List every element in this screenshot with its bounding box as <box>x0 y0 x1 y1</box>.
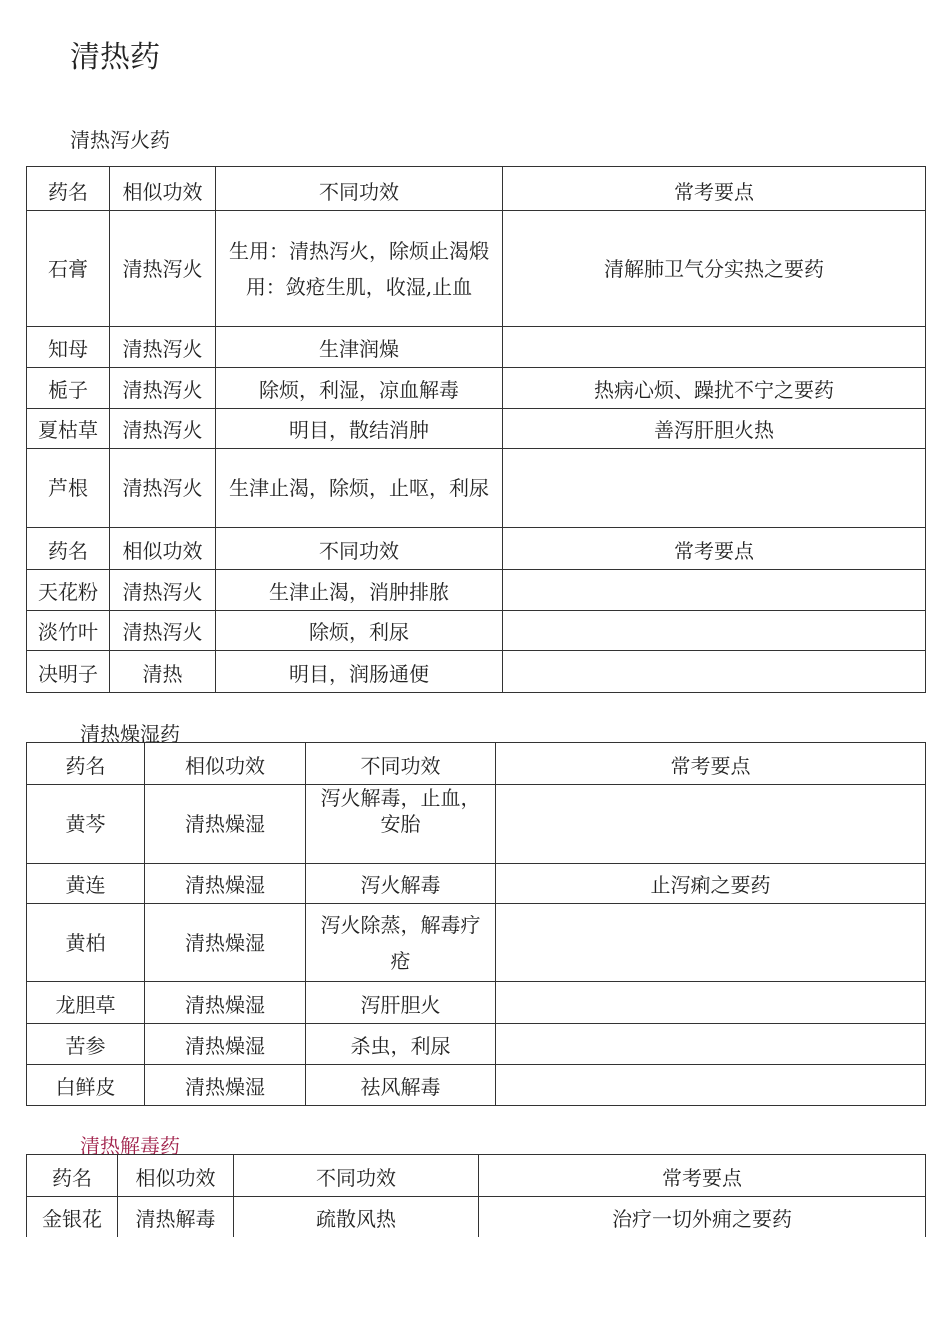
different-effect: 明目，润肠通便 <box>216 651 503 693</box>
herb-name: 决明子 <box>27 651 110 693</box>
herb-name: 黄柏 <box>27 904 145 982</box>
table-qingre-jiedu <box>26 1154 926 1237</box>
header-cell: 常考要点 <box>503 528 926 570</box>
different-effect: 生津润燥 <box>216 327 503 368</box>
table-row <box>27 327 926 368</box>
similar-effect: 清热燥湿 <box>145 864 306 904</box>
table-row <box>27 368 926 409</box>
key-point <box>503 449 926 528</box>
table-row <box>27 570 926 611</box>
table-qingre-zaoshi <box>26 742 926 1106</box>
different-effect: 疏散风热 <box>234 1197 479 1237</box>
table-header-row <box>27 167 926 211</box>
table-row <box>27 449 926 528</box>
table-row <box>27 1024 926 1065</box>
key-point <box>496 982 926 1024</box>
table-header-row <box>27 1155 926 1197</box>
different-effect: 除烦，利湿，凉血解毒 <box>216 368 503 409</box>
key-point: 热病心烦、躁扰不宁之要药 <box>503 368 926 409</box>
similar-effect: 清热燥湿 <box>145 1024 306 1065</box>
different-effect: 泻火解毒 <box>306 864 496 904</box>
header-cell: 药名 <box>27 528 110 570</box>
header-cell: 药名 <box>27 743 145 785</box>
table-row <box>27 1065 926 1106</box>
key-point <box>503 570 926 611</box>
similar-effect: 清热泻火 <box>110 368 216 409</box>
table-qingre-xiehuo <box>26 166 926 693</box>
key-point: 善泻肝胆火热 <box>503 409 926 449</box>
header-cell: 相似功效 <box>110 167 216 211</box>
key-point <box>496 785 926 864</box>
table-row <box>27 651 926 693</box>
key-point <box>496 1024 926 1065</box>
header-cell: 常考要点 <box>479 1155 926 1197</box>
key-point <box>496 904 926 982</box>
header-cell: 不同功效 <box>306 743 496 785</box>
header-cell: 常考要点 <box>503 167 926 211</box>
similar-effect: 清热燥湿 <box>145 904 306 982</box>
table-row <box>27 982 926 1024</box>
different-effect: 泻火除蒸，解毒疗疮 <box>306 904 496 982</box>
table-header-row <box>27 528 926 570</box>
herb-name: 栀子 <box>27 368 110 409</box>
header-cell: 不同功效 <box>216 167 503 211</box>
table-row <box>27 864 926 904</box>
header-cell: 不同功效 <box>234 1155 479 1197</box>
section-title-qingre-jiedu: 清热解毒药 <box>80 1134 180 1158</box>
herb-name: 苦参 <box>27 1024 145 1065</box>
header-cell: 药名 <box>27 1155 118 1197</box>
herb-name: 黄连 <box>27 864 145 904</box>
table-header-row <box>27 743 926 785</box>
different-effect: 生津止渴，除烦，止呕，利尿 <box>216 449 503 528</box>
similar-effect: 清热解毒 <box>118 1197 234 1237</box>
different-effect: 生用：清热泻火，除烦止渴煅用：敛疮生肌，收湿,止血 <box>216 211 503 327</box>
table-row <box>27 211 926 327</box>
similar-effect: 清热燥湿 <box>145 982 306 1024</box>
similar-effect: 清热泻火 <box>110 211 216 327</box>
herb-name: 石膏 <box>27 211 110 327</box>
herb-name: 黄芩 <box>27 785 145 864</box>
key-point <box>496 1065 926 1106</box>
key-point <box>503 651 926 693</box>
key-point <box>503 327 926 368</box>
similar-effect: 清热泻火 <box>110 570 216 611</box>
herb-name: 知母 <box>27 327 110 368</box>
table-row <box>27 409 926 449</box>
header-cell: 相似功效 <box>110 528 216 570</box>
similar-effect: 清热泻火 <box>110 611 216 651</box>
similar-effect: 清热 <box>110 651 216 693</box>
different-effect: 泻火解毒，止血，安胎 <box>306 785 496 864</box>
section-title-qingre-zaoshi: 清热燥湿药 <box>80 722 180 746</box>
different-effect: 除烦，利尿 <box>216 611 503 651</box>
key-point: 治疗一切外痈之要药 <box>479 1197 926 1237</box>
key-point <box>503 611 926 651</box>
herb-name: 淡竹叶 <box>27 611 110 651</box>
table-row <box>27 785 926 864</box>
herb-name: 天花粉 <box>27 570 110 611</box>
different-effect: 明目，散结消肿 <box>216 409 503 449</box>
header-cell: 药名 <box>27 167 110 211</box>
page-title: 清热药 <box>70 40 160 75</box>
different-effect: 杀虫，利尿 <box>306 1024 496 1065</box>
similar-effect: 清热燥湿 <box>145 1065 306 1106</box>
herb-name: 龙胆草 <box>27 982 145 1024</box>
header-cell: 常考要点 <box>496 743 926 785</box>
similar-effect: 清热燥湿 <box>145 785 306 864</box>
herb-name: 夏枯草 <box>27 409 110 449</box>
header-cell: 相似功效 <box>145 743 306 785</box>
header-cell: 相似功效 <box>118 1155 234 1197</box>
similar-effect: 清热泻火 <box>110 449 216 528</box>
table-row <box>27 611 926 651</box>
similar-effect: 清热泻火 <box>110 409 216 449</box>
key-point: 止泻痢之要药 <box>496 864 926 904</box>
different-effect: 泻肝胆火 <box>306 982 496 1024</box>
header-cell: 不同功效 <box>216 528 503 570</box>
herb-name: 芦根 <box>27 449 110 528</box>
herb-name: 白鲜皮 <box>27 1065 145 1106</box>
different-effect: 生津止渴，消肿排脓 <box>216 570 503 611</box>
different-effect: 祛风解毒 <box>306 1065 496 1106</box>
table-row <box>27 1197 926 1237</box>
section-title-qingre-xiehuo: 清热泻火药 <box>70 128 170 152</box>
similar-effect: 清热泻火 <box>110 327 216 368</box>
herb-name: 金银花 <box>27 1197 118 1237</box>
key-point: 清解肺卫气分实热之要药 <box>503 211 926 327</box>
table-row <box>27 904 926 982</box>
